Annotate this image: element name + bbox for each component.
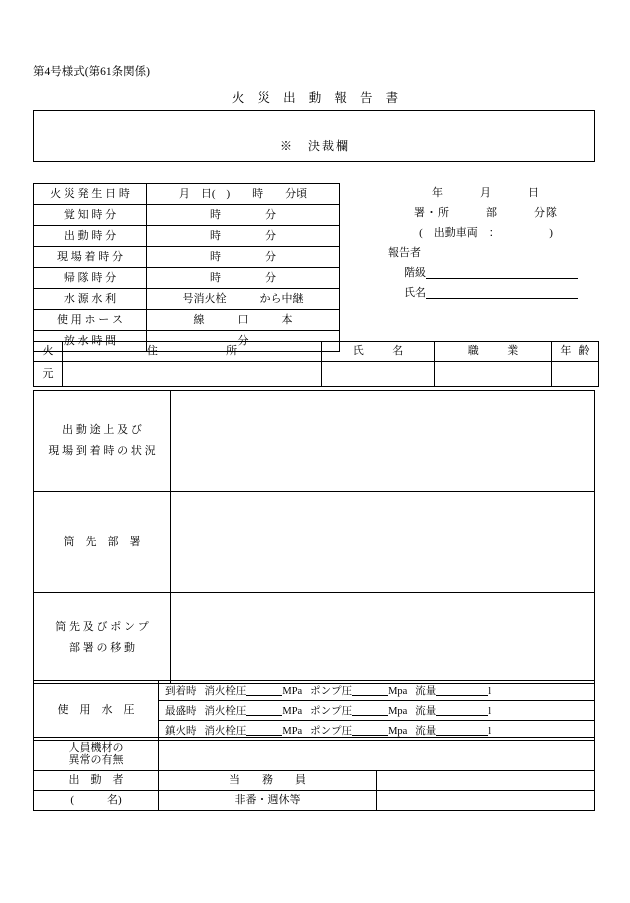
pressure-flow-label: 流量 [415,706,437,718]
table-row [34,492,595,593]
pressure-row-arrival[interactable] [159,681,595,701]
offduty-personnel-value[interactable] [377,791,595,811]
dispatch-personnel-label: 出 動 者 [34,771,159,791]
pressure-pump-input[interactable] [352,703,388,716]
row-value-hose-used[interactable]: 線 口 本 [147,310,340,331]
table-row [34,738,595,771]
pressure-hydrant-label: 消火栓圧 [204,686,247,698]
pressure-timing-peak: 最盛時 [165,706,197,718]
row-label-return-time: 帰 隊 時 分 [34,268,147,289]
pressure-hydrant-unit: MPa [282,686,303,698]
pressure-flow-unit: l [488,686,492,698]
offduty-personnel-label: 非番・週休等 [159,791,377,811]
equipment-condition-label-line-2: 異常の有無 [68,754,124,766]
table-row [34,342,599,362]
pressure-flow-unit: l [488,726,492,738]
pressure-hydrant-unit: MPa [282,726,303,738]
pressure-flow-input[interactable] [436,703,488,716]
pressure-flow-unit: l [488,706,492,718]
pressure-flow-input[interactable] [436,683,488,696]
report-date-line[interactable]: 年 月 日 [432,187,540,199]
reporter-name-field[interactable] [376,283,596,303]
equipment-condition-value[interactable] [159,738,595,771]
narrative-label-line-2: 部 署 の 移 動 [69,642,135,654]
table-row [34,205,340,226]
table-row [34,681,595,701]
pressure-hydrant-label: 消火栓圧 [204,726,247,738]
row-value-arrival-time[interactable]: 時 分 [147,247,340,268]
pressure-pump-label: ポンプ圧 [310,686,353,698]
origin-header-occupation: 職 業 [435,342,552,362]
reporter-rank-field[interactable] [376,263,596,283]
row-label-occurrence-datetime: 火 災 発 生 日 時 [34,184,147,205]
pressure-timing-arrival: 到着時 [165,686,197,698]
pressure-hydrant-label: 消火栓圧 [204,706,247,718]
pressure-timing-extinguish: 鎮火時 [165,726,197,738]
bottom-table [33,737,595,811]
origin-value-age[interactable] [552,362,599,387]
row-label-arrival-time: 現 場 着 時 分 [34,247,147,268]
pressure-hydrant-input[interactable] [246,683,282,696]
row-value-water-source[interactable]: 号消火栓 から中継 [147,289,340,310]
approval-box [33,110,595,162]
narrative-label-line-2: 現 場 到 着 時 の 状 況 [48,445,156,457]
water-pressure-table [33,680,595,741]
page-title: 火 災 出 動 報 告 書 [231,91,404,105]
report-vehicle-line[interactable]: ( 出動車両 ： ) [419,227,553,239]
pressure-pump-label: ポンプ圧 [310,706,353,718]
row-value-occurrence-datetime[interactable]: 月 日( ) 時 分頃 [147,184,340,205]
origin-value-name[interactable] [322,362,435,387]
table-row [34,362,599,387]
origin-vertical-label-1: 火 [34,342,63,362]
row-label-water-source: 水 源 水 利 [34,289,147,310]
duty-personnel-label: 当 務 員 [159,771,377,791]
pressure-flow-label: 流量 [415,686,437,698]
pressure-pump-unit: Mpa [388,706,408,718]
equipment-condition-label-line-1: 人員機材の [68,741,124,754]
narrative-label-nozzle-pump-move [34,593,171,684]
pressure-flow-label: 流量 [415,726,437,738]
table-row [34,268,340,289]
duty-personnel-value[interactable] [377,771,595,791]
reporter-name-label: 氏名 [404,287,426,299]
table-row [34,771,595,791]
narrative-value-nozzle-assignment[interactable] [171,492,595,593]
origin-header-age: 年 齢 [552,342,599,362]
approval-label: ※ 決裁欄 [279,139,350,153]
origin-header-address: 住 所 [63,342,322,362]
table-row [34,289,340,310]
origin-vertical-label-2: 元 [34,362,63,387]
narrative-value-nozzle-pump-move[interactable] [171,593,595,684]
water-pressure-label: 使 用 水 圧 [34,681,159,741]
pressure-pump-input[interactable] [352,683,388,696]
row-value-return-time[interactable]: 時 分 [147,268,340,289]
reporter-rank-label: 階級 [404,267,426,279]
dispatch-personnel-count[interactable]: ( 名) [34,791,159,811]
pressure-pump-label: ポンプ圧 [310,726,353,738]
pressure-hydrant-unit: MPa [282,706,303,718]
reporter-label: 報告者 [388,247,421,259]
pressure-row-peak[interactable] [159,701,595,721]
table-row [34,391,595,492]
narrative-label-line-1: 筒 先 部 署 [63,535,141,548]
fire-origin-table [33,341,599,387]
narrative-label-nozzle-assignment [34,492,171,593]
origin-header-name: 氏 名 [322,342,435,362]
pressure-pump-input[interactable] [352,723,388,736]
pressure-hydrant-input[interactable] [246,703,282,716]
equipment-condition-label [34,738,159,771]
origin-value-occupation[interactable] [435,362,552,387]
row-value-discharge-duration[interactable]: 分 [147,331,340,352]
table-row [34,184,340,205]
form-number: 第4号様式(第61条関係) [33,66,150,78]
reporter-name-input[interactable] [426,284,578,299]
row-value-dispatch-time[interactable]: 時 分 [147,226,340,247]
reporter-rank-input[interactable] [426,264,578,279]
narrative-table [33,390,595,684]
narrative-label-enroute-arrival [34,391,171,492]
row-label-notification-time: 覚 知 時 分 [34,205,147,226]
table-row [34,310,340,331]
table-row [34,593,595,684]
narrative-label-line-1: 筒 先 及 び ポ ン プ [55,621,149,634]
pressure-hydrant-input[interactable] [246,723,282,736]
table-row [34,226,340,247]
narrative-value-enroute-arrival[interactable] [171,391,595,492]
table-row [34,791,595,811]
narrative-label-line-1: 出 動 途 上 及 び [62,424,142,437]
row-label-dispatch-time: 出 動 時 分 [34,226,147,247]
pressure-flow-input[interactable] [436,723,488,736]
report-unit-line[interactable]: 署・所 部 分隊 [414,207,558,219]
row-value-notification-time[interactable]: 時 分 [147,205,340,226]
row-label-hose-used: 使 用 ホ ー ス [34,310,147,331]
origin-value-address[interactable] [63,362,322,387]
fire-occurrence-table [33,183,340,352]
table-row [34,247,340,268]
pressure-pump-unit: Mpa [388,726,408,738]
row-label-discharge-duration: 放 水 時 間 [34,331,147,352]
report-header-info [376,183,596,303]
pressure-pump-unit: Mpa [388,686,408,698]
